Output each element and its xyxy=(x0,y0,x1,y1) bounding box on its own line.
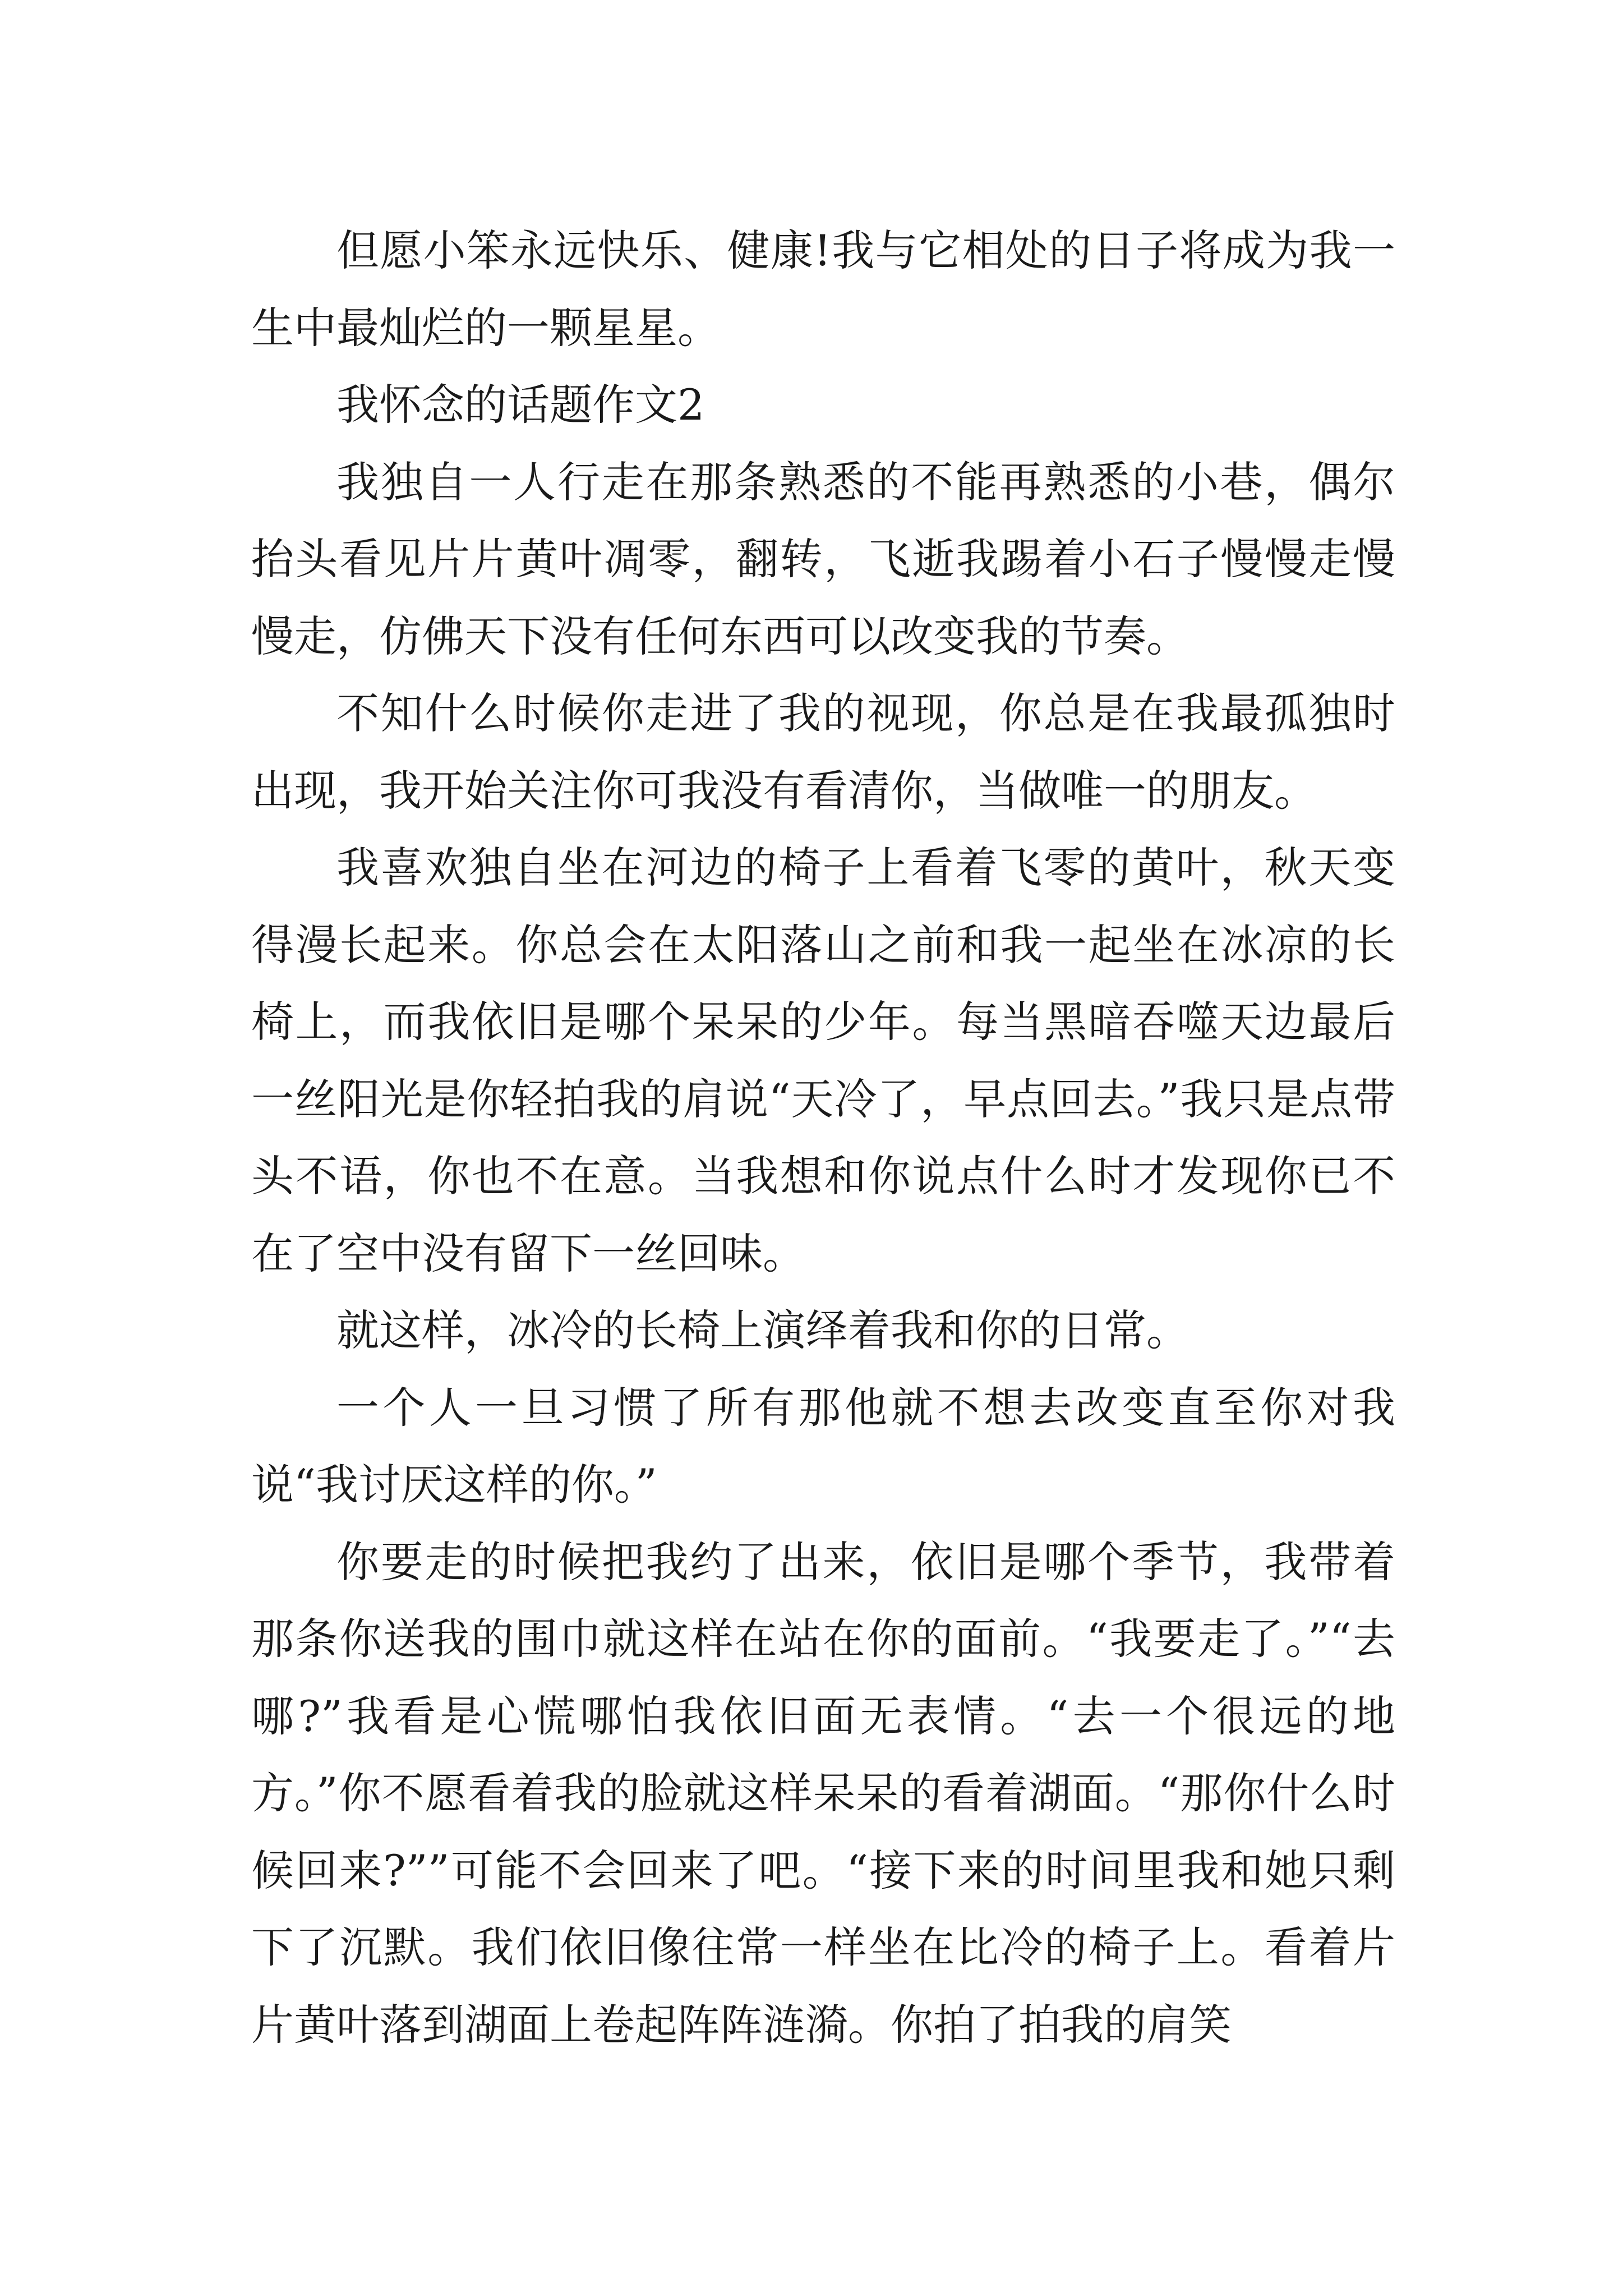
paragraph: 但愿小笨永远快乐、健康!我与它相处的日子将成为我一生中最灿烂的一颗星星。 xyxy=(251,226,1395,353)
document-body xyxy=(251,212,1395,2063)
paragraph: 一个人一旦习惯了所有那他就不想去改变直至你对我说“我讨厌这样的你。” xyxy=(251,1382,1395,1510)
paragraph: 你要走的时候把我约了出来，依旧是哪个季节，我带着那条你送我的围巾就这样在站在你的面前。“我要走了。”“去哪?”我看是心慌哪怕我依旧面无表情。“去一个很远的地方。”你不愿看着我的脸就这样呆呆的看着湖面。“那你什么时候回来?””可能不会回来了吧。“接下来的时间里我和她只剩下了沉默。我们依旧像往常一样坐在比冷的椅子上。看着片片黄叶落到湖面上卷起阵阵涟漪。你拍了拍我的肩笑 xyxy=(251,1536,1395,2050)
paragraph: 就这样，冰冷的长椅上演绎着我和你的日常。 xyxy=(336,1305,1189,1355)
section-heading: 我怀念的话题作文2 xyxy=(336,380,705,430)
paragraph: 我独自一人行走在那条熟悉的不能再熟悉的小巷，偶尔抬头看见片片黄叶凋零，翻转，飞逝我踢着小石子慢慢走慢慢走，仿佛天下没有任何东西可以改变我的节奏。 xyxy=(251,457,1395,661)
paragraph: 不知什么时候你走进了我的视现，你总是在我最孤独时出现，我开始关注你可我没有看清你，当做唯一的朋友。 xyxy=(251,688,1395,816)
paragraph: 我喜欢独自坐在河边的椅子上看着飞零的黄叶，秋天变得漫长起来。你总会在太阳落山之前和我一起坐在冰凉的长椅上，而我依旧是哪个呆呆的少年。每当黑暗吞噬天边最后一丝阳光是你轻拍我的肩说“天冷了，早点回去。”我只是点带头不语，你也不在意。当我想和你说点什么时才发现你已不在了空中没有留下一丝回味。 xyxy=(251,843,1395,1278)
